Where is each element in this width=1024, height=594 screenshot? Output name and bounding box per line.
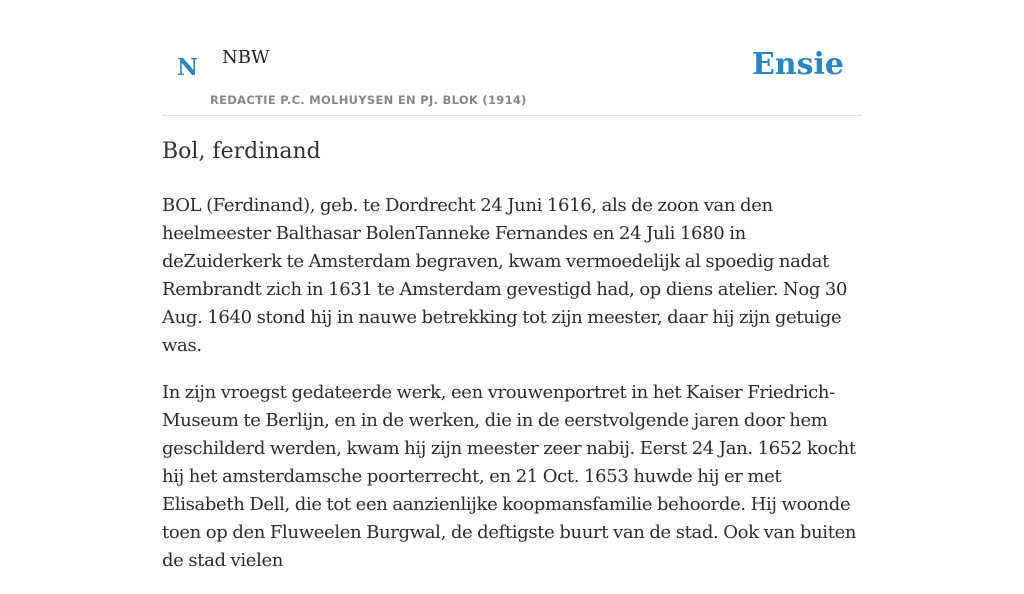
- entry-title: Bol, ferdinand: [162, 139, 321, 164]
- entry-body: [162, 192, 862, 594]
- ensie-brand-logo[interactable]: Ensie: [751, 47, 844, 82]
- entry-paragraph: BOL (Ferdinand), geb. te Dordrecht 24 Juni 1616, als de zoon van den heelmeester Balthasar BolenTanneke Fernandes en 24 Juli 1680 in deZuiderkerk te Amsterdam begraven, kwam vermoedelijk al spoedig nadat Rembrandt zich in 1631 te Amsterdam gevestigd had, op diens atelier. Nog 30 Aug. 1640 stond hij in nauwe betrekking tot zijn meester, daar hij zijn getuige was.: [162, 195, 848, 356]
- page: [162, 0, 862, 571]
- source-logo-icon[interactable]: N: [177, 54, 199, 81]
- source-header: [162, 0, 862, 116]
- source-name-link[interactable]: NBW: [222, 47, 270, 68]
- source-subtitle: REDACTIE P.C. MOLHUYSEN EN PJ. BLOK (1914): [210, 93, 527, 107]
- entry-paragraph: In zijn vroegst gedateerde werk, een vrouwenportret in het Kaiser Friedrich-Museum te Berlijn, en in de werken, die in de eerstvolgende jaren door hem geschilderd werden, kwam hij zijn meester zeer nabij. Eerst 24 Jan. 1652 kocht hij het amsterdamsche poorterrecht, en 21 Oct. 1653 huwde hij er met Elisabeth Dell, die tot een aanzienlijke koopmansfamilie behoorde. Hij woonde toen op den Fluweelen Burgwal, de deftigste buurt van de stad. Ook van buiten de stad vielen: [162, 382, 857, 571]
